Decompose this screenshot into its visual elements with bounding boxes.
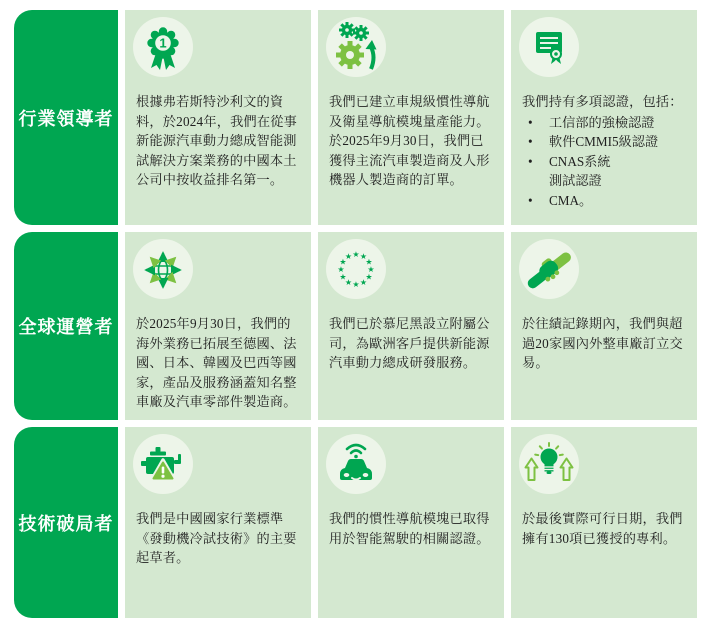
svg-text:★: ★: [339, 257, 347, 267]
row-label-industry-leader: [14, 10, 118, 225]
svg-text:★: ★: [365, 257, 373, 267]
connected-car-icon: [326, 434, 386, 494]
row-label-text: 行業領導者: [18, 108, 114, 129]
list-item-continuation: 測試認證: [549, 173, 602, 188]
row-label-text: 技術破局者: [18, 513, 114, 534]
list-item: • CMA。: [522, 191, 686, 211]
card-text: 於最後實際可行日期，我們擁有130項已獲授的專利。: [522, 511, 683, 546]
list-item: • 工信部的強檢認證: [522, 113, 686, 133]
certifications-list: [522, 113, 686, 211]
svg-text:1: 1: [159, 35, 167, 51]
svg-text:★: ★: [352, 280, 360, 289]
svg-text:★: ★: [337, 265, 345, 274]
globe-expansion-icon: [133, 239, 193, 299]
card-text: 根據弗若斯特沙利文的資料，於2024年，我們在從事新能源汽車動力總成智能測試解決方案業務的中國本土公司中按收益排名第一。: [136, 94, 298, 187]
svg-text:★: ★: [339, 272, 347, 282]
card-text: 於2025年9月30日，我們的海外業務已拓展至德國、法國、日本、韓國及巴西等國家，產品及服務涵蓋知名整車廠及汽車零部件製造商。: [136, 316, 297, 409]
svg-text:★: ★: [359, 278, 368, 287]
handshake-icon: [519, 239, 579, 299]
svg-text:★: ★: [359, 252, 368, 261]
card-text: 我們是中國國家行業標準《發動機冷試技術》的主要起草者。: [136, 511, 297, 565]
card-smart-driving-certification: [318, 427, 504, 618]
card-text: 我們已建立車規級慣性導航及衛星導航模塊量產能力。於2025年9月30日，我們已獲得主流汽車製造商及人形機器人製造商的訂單。: [329, 94, 490, 187]
row-global-operator: [14, 232, 697, 420]
certificate-icon: [519, 17, 579, 77]
engine-warning-icon: [133, 434, 193, 494]
lightbulb-growth-icon: [519, 434, 579, 494]
row-label-technology-breaker: [14, 427, 118, 618]
svg-text:★: ★: [367, 265, 375, 274]
card-text: 我們持有多項認證，包括：: [522, 94, 683, 109]
row-technology-breaker: [14, 427, 697, 618]
list-item: • CNAS系統: [522, 152, 686, 172]
svg-text:★: ★: [344, 252, 353, 261]
card-overseas-expansion: [125, 232, 311, 420]
card-text: 於往績記錄期內，我們與超過20家國內外整車廠訂立交易。: [522, 316, 683, 370]
row-label-text: 全球運營者: [18, 317, 114, 337]
card-cold-test-standard: [125, 427, 311, 618]
card-oem-deals: [511, 232, 697, 420]
list-item: • 軟件CMMI5級認證: [522, 132, 686, 152]
eu-stars-icon: [326, 239, 386, 299]
gears-growth-icon: [326, 17, 386, 77]
card-certifications: [511, 10, 697, 225]
svg-text:★: ★: [365, 272, 373, 282]
card-mass-production: [318, 10, 504, 225]
card-patents: [511, 427, 697, 618]
card-text: 我們已於慕尼黑設立附屬公司，為歐洲客戶提供新能源汽車動力總成研發服務。: [329, 316, 490, 370]
row-label-global-operator: [14, 232, 118, 420]
row-industry-leader: [14, 10, 697, 225]
card-text: 我們的慣性導航模塊已取得用於智能駕駛的相關認證。: [329, 511, 490, 546]
medal-first-place-icon: [133, 17, 193, 77]
svg-text:★: ★: [344, 278, 353, 287]
svg-text:★: ★: [352, 250, 360, 259]
card-munich-subsidiary: [318, 232, 504, 420]
card-ranking-first: [125, 10, 311, 225]
